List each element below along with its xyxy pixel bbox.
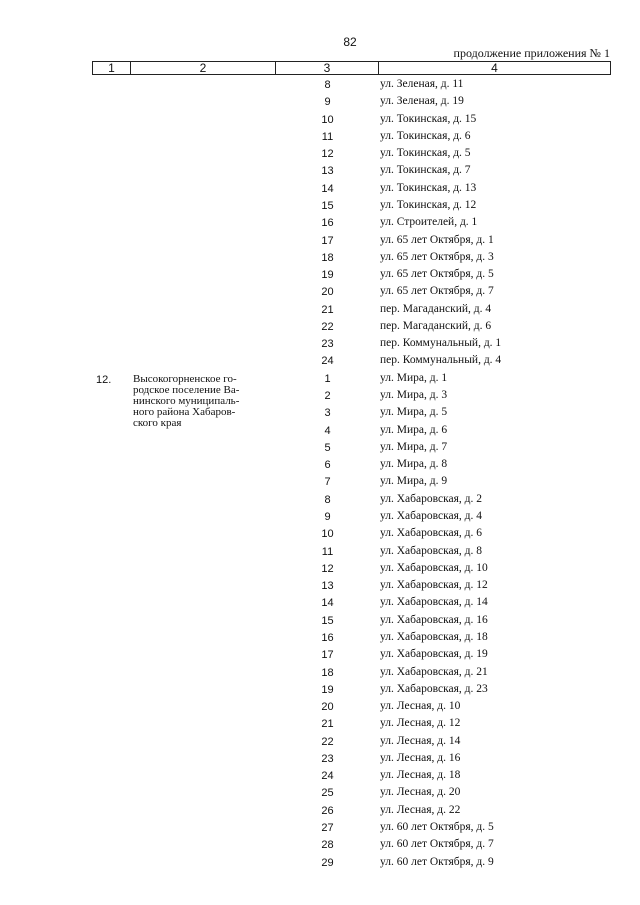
row-address: ул. Мира, д. 8 xyxy=(380,458,448,471)
row-address: ул. Хабаровская, д. 12 xyxy=(380,579,488,592)
row-address: ул. Мира, д. 3 xyxy=(380,389,448,402)
row-address: ул. Хабаровская, д. 2 xyxy=(380,492,482,505)
row-number: 25 xyxy=(321,787,334,800)
row-address: ул. Токинская, д. 13 xyxy=(380,181,477,194)
row-number: 9 xyxy=(324,511,331,523)
row-number: 19 xyxy=(321,683,334,696)
row-address: ул. 65 лет Октября, д. 5 xyxy=(380,268,494,281)
settlement-name-line: родское поселение Ва- xyxy=(133,384,240,396)
row-number: 22 xyxy=(321,320,334,333)
row-number: 19 xyxy=(321,269,334,282)
row-address: пер. Магаданский, д. 6 xyxy=(380,319,492,332)
row-number: 27 xyxy=(321,822,334,835)
row-address: ул. Токинская, д. 12 xyxy=(380,198,477,211)
settlement-name-line: ного района Хабаров- xyxy=(133,406,236,418)
row-number: 13 xyxy=(321,580,334,593)
row-number: 23 xyxy=(321,752,334,765)
row-address: ул. Хабаровская, д. 21 xyxy=(380,665,488,678)
row-number: 15 xyxy=(321,614,334,627)
row-number: 21 xyxy=(321,718,334,731)
row-address: ул. Мира, д. 5 xyxy=(380,406,448,419)
row-number: 17 xyxy=(321,234,334,247)
row-address: ул. Лесная, д. 20 xyxy=(380,786,461,799)
row-number: 3 xyxy=(324,407,331,420)
row-address: ул. Лесная, д. 14 xyxy=(380,734,461,747)
row-address: ул. Хабаровская, д. 16 xyxy=(380,613,488,626)
row-number: 2 xyxy=(324,390,331,403)
row-number: 11 xyxy=(321,130,334,143)
row-address: ул. Хабаровская, д. 14 xyxy=(380,596,488,609)
row-address: ул. Хабаровская, д. 8 xyxy=(380,544,482,557)
row-number: 4 xyxy=(324,424,331,437)
row-address: ул. Лесная, д. 10 xyxy=(380,700,461,713)
row-number: 16 xyxy=(321,631,334,644)
settlement-name-line: ского края xyxy=(133,417,182,429)
header-col-1: 1 xyxy=(93,62,131,74)
row-address: ул. Хабаровская, д. 19 xyxy=(380,648,488,661)
row-number: 12 xyxy=(321,148,334,161)
row-address: ул. 60 лет Октября, д. 7 xyxy=(380,838,494,851)
header-col-3: 3 xyxy=(276,62,379,74)
row-number: 1 xyxy=(324,372,331,385)
row-number: 23 xyxy=(321,338,334,351)
row-number: 17 xyxy=(321,649,334,662)
row-address: ул. Лесная, д. 22 xyxy=(380,803,461,816)
row-address: ул. Мира, д. 9 xyxy=(380,475,448,488)
row-address: ул. Хабаровская, д. 18 xyxy=(380,630,488,643)
row-number: 22 xyxy=(321,735,334,748)
row-number: 8 xyxy=(324,79,331,91)
row-address: ул. Мира, д. 6 xyxy=(380,423,448,436)
row-number: 14 xyxy=(321,597,334,610)
row-number: 6 xyxy=(324,459,331,472)
row-address: ул. 60 лет Октября, д. 5 xyxy=(380,821,494,834)
row-address: ул. Токинская, д. 15 xyxy=(380,112,477,125)
row-address: ул. 65 лет Октября, д. 7 xyxy=(380,285,494,298)
row-address: ул. Хабаровская, д. 4 xyxy=(380,510,482,522)
row-address: ул. Лесная, д. 12 xyxy=(380,717,461,730)
row-address: ул. Зеленая, д. 19 xyxy=(380,95,464,108)
row-number: 28 xyxy=(321,839,334,852)
row-number: 20 xyxy=(321,701,334,714)
row-address: ул. Мира, д. 1 xyxy=(380,371,448,384)
row-address: ул. Токинская, д. 6 xyxy=(380,129,471,142)
row-address: ул. Строителей, д. 1 xyxy=(380,216,478,229)
row-number: 16 xyxy=(321,217,334,230)
settlement-name-line: нинского муниципаль- xyxy=(133,395,240,407)
row-address: ул. 65 лет Октября, д. 3 xyxy=(380,250,494,263)
row-address: ул. Лесная, д. 16 xyxy=(380,751,461,764)
row-address: ул. 65 лет Октября, д. 1 xyxy=(380,233,494,246)
row-number: 12 xyxy=(321,562,334,575)
row-number: 11 xyxy=(321,545,334,558)
row-address: ул. Хабаровская, д. 6 xyxy=(380,527,482,540)
row-number: 26 xyxy=(321,804,334,817)
row-address: ул. Зеленая, д. 11 xyxy=(380,78,464,90)
settlement-name-line: Высокогорненское го- xyxy=(133,373,237,385)
row-number: 24 xyxy=(321,355,334,368)
row-number: 8 xyxy=(324,493,331,506)
row-number: 21 xyxy=(321,303,334,316)
row-number: 7 xyxy=(324,476,331,489)
row-number: 14 xyxy=(321,182,334,195)
row-number: 18 xyxy=(321,251,334,264)
row-number: 10 xyxy=(321,528,334,541)
row-address: пер. Магаданский, д. 4 xyxy=(380,302,492,315)
row-number: 29 xyxy=(321,856,334,869)
page-number: 82 xyxy=(343,35,357,49)
row-number: 13 xyxy=(321,165,334,178)
row-address: ул. Лесная, д. 18 xyxy=(380,769,461,782)
row-address: ул. Токинская, д. 5 xyxy=(380,147,471,160)
row-address: ул. 60 лет Октября, д. 9 xyxy=(380,855,494,868)
header-col-4: 4 xyxy=(491,61,498,75)
row-number: 20 xyxy=(321,286,334,299)
row-number: 10 xyxy=(321,113,334,126)
row-number: 15 xyxy=(321,199,334,212)
row-address: ул. Хабаровская, д. 10 xyxy=(380,561,488,574)
row-number: 24 xyxy=(321,770,334,783)
row-address: ул. Токинская, д. 7 xyxy=(380,164,471,177)
row-address: ул. Мира, д. 7 xyxy=(380,440,448,453)
row-address: пер. Коммунальный, д. 1 xyxy=(380,337,502,350)
header-col-2: 2 xyxy=(131,62,276,74)
row-address: пер. Коммунальный, д. 4 xyxy=(380,354,502,367)
entry-number: 12. xyxy=(96,374,112,386)
continuation-note: продолжение приложения № 1 xyxy=(453,46,610,60)
row-address: ул. Хабаровская, д. 23 xyxy=(380,682,488,695)
row-number: 5 xyxy=(324,441,331,454)
row-number: 9 xyxy=(324,96,331,109)
row-number: 18 xyxy=(321,666,334,679)
